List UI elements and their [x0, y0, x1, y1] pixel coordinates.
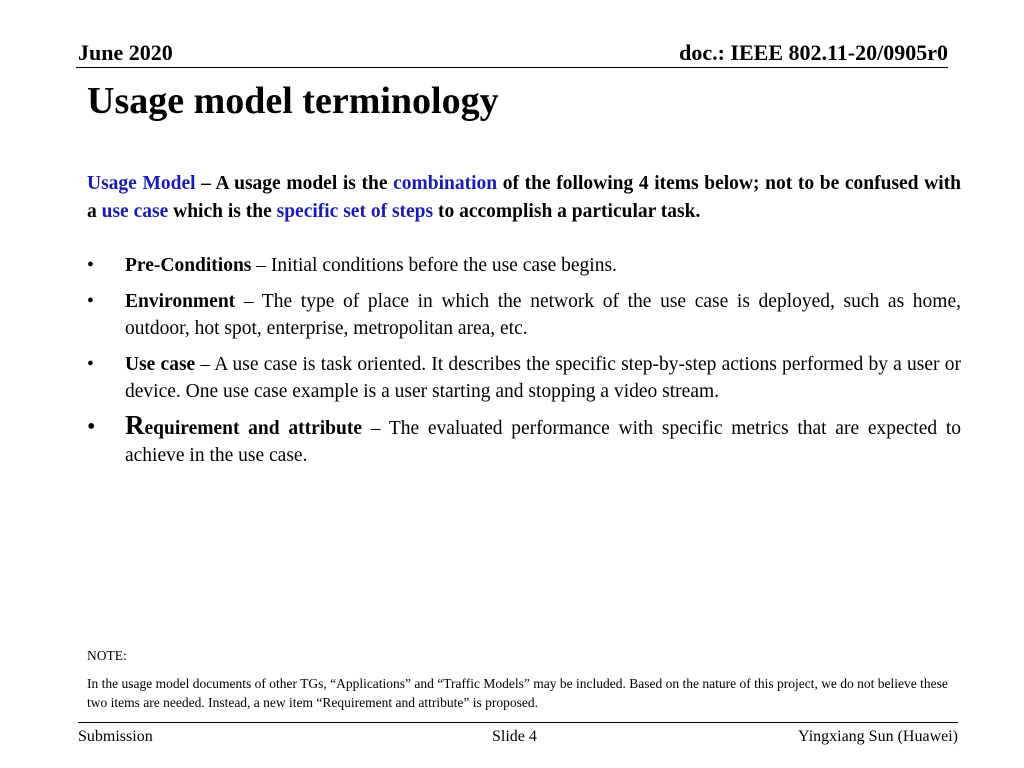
bullet-text: – The type of place in which the network of the use case is deployed, such as home, outdoor, hot spot, enterprise, metropolitan area, etc.: [125, 290, 961, 339]
bullet-marker: •: [87, 290, 94, 312]
bullet-marker: •: [87, 413, 96, 440]
intro-text-2: of the following 4 items below; not to be confused with a: [87, 173, 961, 222]
intro-highlight-steps: specific set of steps: [276, 201, 434, 222]
intro-highlight-combination: combination: [393, 173, 498, 194]
intro-text-1: – A usage model is the: [195, 173, 394, 194]
note-label: NOTE:: [87, 648, 127, 663]
bullet-requirement-attribute: [87, 409, 961, 470]
footer-author: Yingxiang Sun (Huawei): [798, 728, 958, 745]
footer-slide-number: Slide 4: [492, 728, 537, 745]
footer-submission: Submission: [78, 728, 153, 745]
header-doc-id: doc.: IEEE 802.11-20/0905r0: [679, 40, 948, 65]
intro-text-4: to accomplish a particular task.: [433, 201, 701, 222]
bullet-text: – Initial conditions before the use case begins.: [251, 255, 617, 276]
bullet-term: Use case: [125, 353, 196, 375]
bullet-list: [87, 252, 961, 478]
bullet-term: equirement and attribute: [144, 417, 362, 439]
page-title: Usage model terminology: [87, 80, 499, 122]
header-date: June 2020: [78, 40, 173, 65]
footer-divider: [78, 722, 958, 723]
bullet-term-initial: R: [125, 409, 145, 440]
bullet-marker: •: [87, 255, 94, 276]
bullet-term: Pre-Conditions: [125, 255, 252, 276]
note-text: In the usage model documents of other TGs, “Applications” and “Traffic Models” may be included. Based on the nature of this project, we do not believe these two items are needed. Instead, a new item “Requirement and attribute” is proposed.: [87, 676, 948, 710]
bullet-text: – The evaluated performance with specific metrics that are expected to achieve in the use case.: [125, 417, 961, 466]
bullet-text: – A use case is task oriented. It describes the specific step-by-step actions performed by a user or device. One use case example is a user starting and stopping a video stream.: [125, 353, 961, 402]
intro-paragraph: [87, 170, 961, 226]
bullet-environment: [87, 288, 961, 343]
bullet-marker: •: [87, 353, 94, 375]
intro-highlight-use-case: use case: [101, 201, 169, 222]
bullet-pre-conditions: [87, 252, 961, 280]
header-divider: [76, 67, 948, 68]
bullet-term: Environment: [125, 290, 236, 312]
intro-term: Usage Model: [87, 173, 196, 194]
intro-text-3: which is the: [168, 201, 277, 222]
bullet-use-case: [87, 351, 961, 406]
